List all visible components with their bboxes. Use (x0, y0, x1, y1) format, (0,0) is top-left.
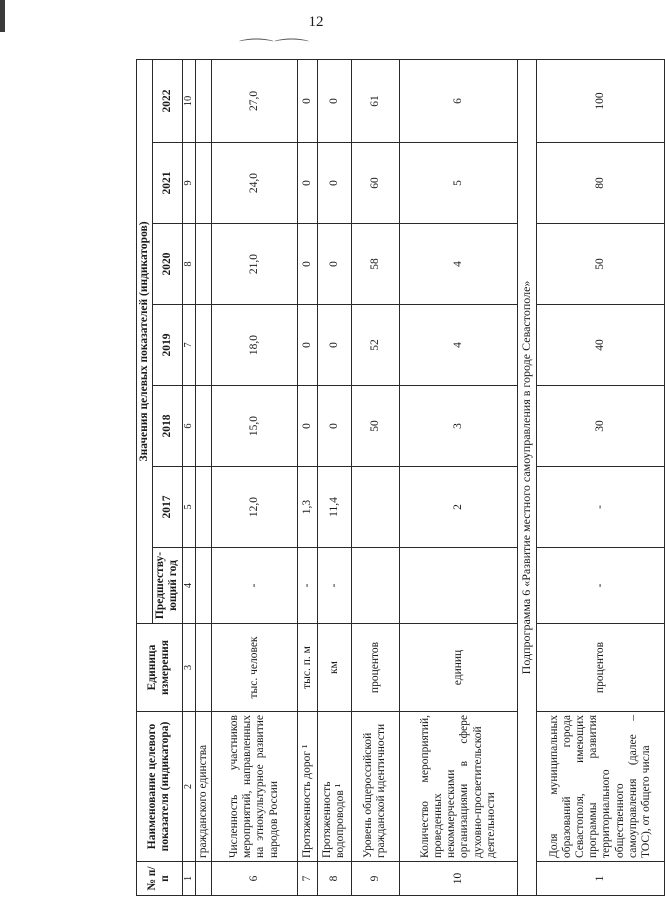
row-prev: - (317, 548, 351, 624)
header-year: 2019 (153, 305, 182, 386)
col-number: 8 (182, 224, 195, 305)
row-unit: км (317, 624, 351, 712)
row-name: Количество мероприятий, проведенных некоммерческими организациями в сфере духовно-просветительской деятельности (399, 712, 517, 862)
row-value-2018: 3 (399, 386, 517, 467)
row-value-2022: 61 (351, 59, 399, 142)
row-value-2019: 0 (297, 305, 317, 386)
row-value-2020: 50 (536, 224, 664, 305)
row-value-2020: 21,0 (211, 224, 297, 305)
row-value-2021: 60 (351, 143, 399, 224)
row-value-2020: 4 (399, 224, 517, 305)
row-value-2017: - (536, 467, 664, 548)
row-unit: единиц (399, 624, 517, 712)
row-unit: процентов (351, 624, 399, 712)
row-name: Уровень общероссийской гражданской идентичности (351, 712, 399, 862)
row-value-2022: 0 (297, 59, 317, 142)
header-year: 2017 (153, 467, 182, 548)
row-value-2020: 0 (297, 224, 317, 305)
row-value-2017: 12,0 (211, 467, 297, 548)
row-num: 9 (351, 862, 399, 896)
row-value-2021: 24,0 (211, 143, 297, 224)
row-value-2021: 80 (536, 143, 664, 224)
row-name: Протяженность дорог ¹ (297, 712, 317, 862)
row-value-2017: 11,4 (317, 467, 351, 548)
row-value-2021: 5 (399, 143, 517, 224)
col-number: 3 (182, 624, 195, 712)
row-value-2021: 0 (297, 143, 317, 224)
row-value-2022: 6 (399, 59, 517, 142)
row-value-2020: 58 (351, 224, 399, 305)
header-year: 2018 (153, 386, 182, 467)
row-value-2022: 0 (317, 59, 351, 142)
row-num: 10 (399, 862, 517, 896)
col-number: 1 (182, 862, 195, 896)
row-name: Протяженность водопроводов ¹ (317, 712, 351, 862)
row-prev (351, 548, 399, 624)
row-prev (399, 548, 517, 624)
col-number: 6 (182, 386, 195, 467)
row-value-2019: 52 (351, 305, 399, 386)
row-prev: - (297, 548, 317, 624)
header-values-group: Значения целевых показателей (индикаторов) (137, 59, 153, 623)
header-num: № п/п (137, 862, 183, 896)
header-year: 2020 (153, 224, 182, 305)
row-value-2018: 50 (351, 386, 399, 467)
continuation-text: гражданского единства (195, 712, 211, 862)
row-value-2019: 4 (399, 305, 517, 386)
row-value-2022: 100 (536, 59, 664, 142)
col-number: 5 (182, 467, 195, 548)
col-number: 2 (182, 712, 195, 862)
table-row (399, 59, 517, 895)
rotated-table-container (136, 60, 653, 896)
row-prev: - (211, 548, 297, 624)
row-value-2020: 0 (317, 224, 351, 305)
header-year: 2022 (153, 59, 182, 142)
continuation-row (195, 59, 211, 895)
header-year: 2021 (153, 143, 182, 224)
row-value-2017: 1,3 (297, 467, 317, 548)
row-value-2019: 0 (317, 305, 351, 386)
row-value-2021: 0 (317, 143, 351, 224)
row-unit: тыс. п. м (297, 624, 317, 712)
row-num: 1 (536, 862, 664, 896)
col-number: 10 (182, 59, 195, 142)
row-unit: процентов (536, 624, 664, 712)
row-unit: тыс. человек (211, 624, 297, 712)
row-value-2017 (351, 467, 399, 548)
row-name: Численность участников мероприятий, направленных на этнокультурное развитие народов России (211, 712, 297, 862)
col-number: 4 (182, 548, 195, 624)
table-row (317, 59, 351, 895)
page-number: 12 (308, 14, 324, 30)
row-value-2019: 40 (536, 305, 664, 386)
row-value-2018: 0 (297, 386, 317, 467)
header-unit: Единица измерения (137, 624, 183, 712)
subprogram-title: Подпрограмма 6 «Развитие местного самоуправления в городе Севастополе» (517, 59, 536, 895)
row-value-2018: 15,0 (211, 386, 297, 467)
table-row (536, 59, 664, 895)
subprogram-row (517, 59, 536, 895)
row-num: 6 (211, 862, 297, 896)
indicators-table (136, 59, 665, 896)
row-value-2018: 0 (317, 386, 351, 467)
table-row (351, 59, 399, 895)
header-prev-year: Предшеству-ющий год (153, 548, 182, 624)
row-name: Доля муниципальных образований города Севастополя, имеющих программы развития территориального общественного самоуправления (далее – ТОС), от общего числа (536, 712, 664, 862)
table-row (211, 59, 297, 895)
row-num: 8 (317, 862, 351, 896)
row-prev: - (536, 548, 664, 624)
row-value-2022: 27,0 (211, 59, 297, 142)
row-value-2019: 18,0 (211, 305, 297, 386)
table-row (297, 59, 317, 895)
column-number-row (182, 59, 195, 895)
header-row-1 (137, 59, 153, 895)
row-value-2017: 2 (399, 467, 517, 548)
col-number: 7 (182, 305, 195, 386)
handwritten-brace-mark: ⌒⌒ (238, 39, 310, 56)
row-num: 7 (297, 862, 317, 896)
header-name: Наименование целевого показателя (индикатора) (137, 712, 183, 862)
col-number: 9 (182, 143, 195, 224)
row-value-2018: 30 (536, 386, 664, 467)
